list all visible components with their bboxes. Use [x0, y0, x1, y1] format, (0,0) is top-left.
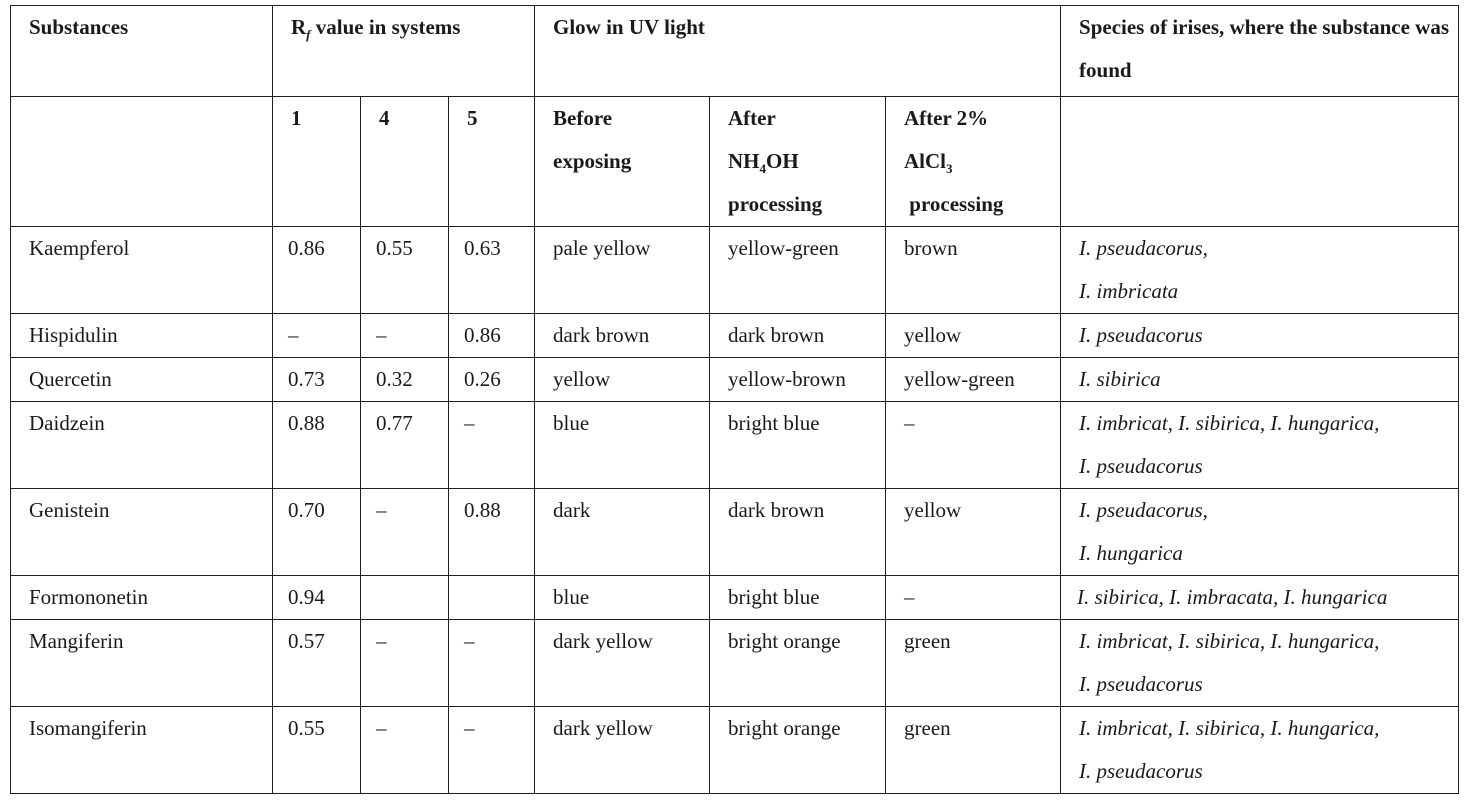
rf-system-1: 0.86 [273, 227, 361, 314]
table-row [11, 489, 1459, 576]
glow-after-alcl3: – [886, 576, 1061, 620]
header-row-2 [11, 97, 1459, 227]
rf-system-1: 0.88 [273, 402, 361, 489]
species-cell [1061, 227, 1459, 314]
glow-after-alcl3: green [886, 620, 1061, 707]
glow-before: yellow [535, 358, 710, 402]
species-cell [1061, 358, 1459, 402]
after-alcl3-formula [904, 140, 1060, 183]
header-system-4: 4 [361, 97, 449, 227]
substance-name: Kaempferol [11, 227, 273, 314]
glow-after-alcl3: green [886, 707, 1061, 794]
header-rf-value [273, 6, 535, 97]
glow-before: blue [535, 402, 710, 489]
rf-system-4 [361, 576, 449, 620]
rf-system-5: – [449, 707, 535, 794]
rf-system-5: – [449, 620, 535, 707]
header-blank-cell [11, 97, 273, 227]
glow-after-alcl3: yellow [886, 489, 1061, 576]
alcl-text: AlCl [904, 149, 947, 173]
header-blank-cell [1061, 97, 1459, 227]
species-line-2: I. imbricata [1079, 279, 1179, 303]
glow-before: dark yellow [535, 707, 710, 794]
species-line-2: I. hungarica [1079, 541, 1183, 565]
glow-after-nh4oh: bright blue [710, 576, 886, 620]
rf-system-5: 0.63 [449, 227, 535, 314]
species-line-1: I. pseudacorus, [1079, 498, 1208, 522]
species-line-1: I. imbricat, I. sibirica, I. hungarica, [1079, 411, 1380, 435]
rf-system-5: 0.88 [449, 489, 535, 576]
header-glow-uv: Glow in UV light [535, 6, 1061, 97]
table-body [11, 6, 1459, 794]
rf-subscript: f [306, 27, 311, 42]
species-cell [1061, 402, 1459, 489]
table-row [11, 358, 1459, 402]
species-line-2: I. pseudacorus [1079, 672, 1203, 696]
substance-name: Hispidulin [11, 314, 273, 358]
header-after-alcl3 [886, 97, 1061, 227]
rf-system-4: – [361, 489, 449, 576]
glow-after-alcl3: yellow [886, 314, 1061, 358]
before-line-1: Before [553, 106, 613, 130]
species-cell [1061, 489, 1459, 576]
substance-name: Daidzein [11, 402, 273, 489]
header-row-1 [11, 6, 1459, 97]
glow-before: dark yellow [535, 620, 710, 707]
species-line-1: I. pseudacorus [1079, 323, 1203, 347]
glow-before: dark [535, 489, 710, 576]
header-after-nh4oh [710, 97, 886, 227]
species-cell [1061, 576, 1459, 620]
rf-symbol: R [291, 15, 307, 39]
species-cell [1061, 707, 1459, 794]
rf-system-1: 0.55 [273, 707, 361, 794]
header-species: Species of irises, where the substance was found [1061, 6, 1459, 97]
species-line-1: I. pseudacorus, [1079, 236, 1208, 260]
table-row [11, 402, 1459, 489]
substance-name: Isomangiferin [11, 707, 273, 794]
rf-system-1: 0.70 [273, 489, 361, 576]
nh4-subscript: 4 [759, 161, 767, 176]
substance-name: Quercetin [11, 358, 273, 402]
species-line-1: I. imbricat, I. sibirica, I. hungarica, [1079, 716, 1380, 740]
alcl3-subscript: 3 [946, 161, 953, 176]
species-line-1: I. sibirica [1079, 367, 1161, 391]
rf-system-1: 0.57 [273, 620, 361, 707]
table-row [11, 620, 1459, 707]
rf-system-4: – [361, 314, 449, 358]
rf-label: value in systems [310, 15, 461, 39]
species-line-2: I. pseudacorus [1079, 454, 1203, 478]
oh-text: OH [766, 149, 799, 173]
species-line-1: I. sibirica, I. imbracata, I. hungarica [1077, 585, 1388, 609]
species-cell [1061, 314, 1459, 358]
rf-system-5 [449, 576, 535, 620]
after-nh4oh-formula [728, 140, 885, 183]
after-alcl3-line-1: After 2% [904, 106, 989, 130]
glow-after-nh4oh: yellow-brown [710, 358, 886, 402]
glow-after-nh4oh: bright orange [710, 707, 886, 794]
species-cell [1061, 620, 1459, 707]
glow-after-alcl3: yellow-green [886, 358, 1061, 402]
table-row [11, 227, 1459, 314]
after-nh4oh-line-3: processing [728, 192, 823, 216]
rf-system-4: – [361, 707, 449, 794]
table-row [11, 707, 1459, 794]
substance-name: Genistein [11, 489, 273, 576]
after-nh4oh-line-1: After [728, 106, 776, 130]
header-substances: Substances [11, 6, 273, 97]
flavonoid-table [10, 5, 1459, 794]
header-system-5: 5 [449, 97, 535, 227]
rf-system-1: – [273, 314, 361, 358]
glow-after-alcl3: – [886, 402, 1061, 489]
header-before-exposing [535, 97, 710, 227]
glow-before: pale yellow [535, 227, 710, 314]
glow-before: blue [535, 576, 710, 620]
rf-system-1: 0.94 [273, 576, 361, 620]
table-row [11, 576, 1459, 620]
glow-before: dark brown [535, 314, 710, 358]
nh-text: NH [728, 149, 760, 173]
glow-after-nh4oh: yellow-green [710, 227, 886, 314]
before-line-2: exposing [553, 149, 632, 173]
rf-system-5: – [449, 402, 535, 489]
table-row [11, 314, 1459, 358]
substance-name: Formononetin [11, 576, 273, 620]
glow-after-nh4oh: dark brown [710, 489, 886, 576]
glow-after-nh4oh: bright orange [710, 620, 886, 707]
header-system-1: 1 [273, 97, 361, 227]
species-line-2: I. pseudacorus [1079, 759, 1203, 783]
glow-after-alcl3: brown [886, 227, 1061, 314]
species-line-1: I. imbricat, I. sibirica, I. hungarica, [1079, 629, 1380, 653]
rf-system-4: 0.77 [361, 402, 449, 489]
rf-system-4: 0.32 [361, 358, 449, 402]
rf-system-4: 0.55 [361, 227, 449, 314]
substance-name: Mangiferin [11, 620, 273, 707]
rf-system-1: 0.73 [273, 358, 361, 402]
after-alcl3-line-3: processing [904, 192, 1004, 216]
rf-system-5: 0.86 [449, 314, 535, 358]
rf-system-4: – [361, 620, 449, 707]
glow-after-nh4oh: bright blue [710, 402, 886, 489]
rf-system-5: 0.26 [449, 358, 535, 402]
glow-after-nh4oh: dark brown [710, 314, 886, 358]
